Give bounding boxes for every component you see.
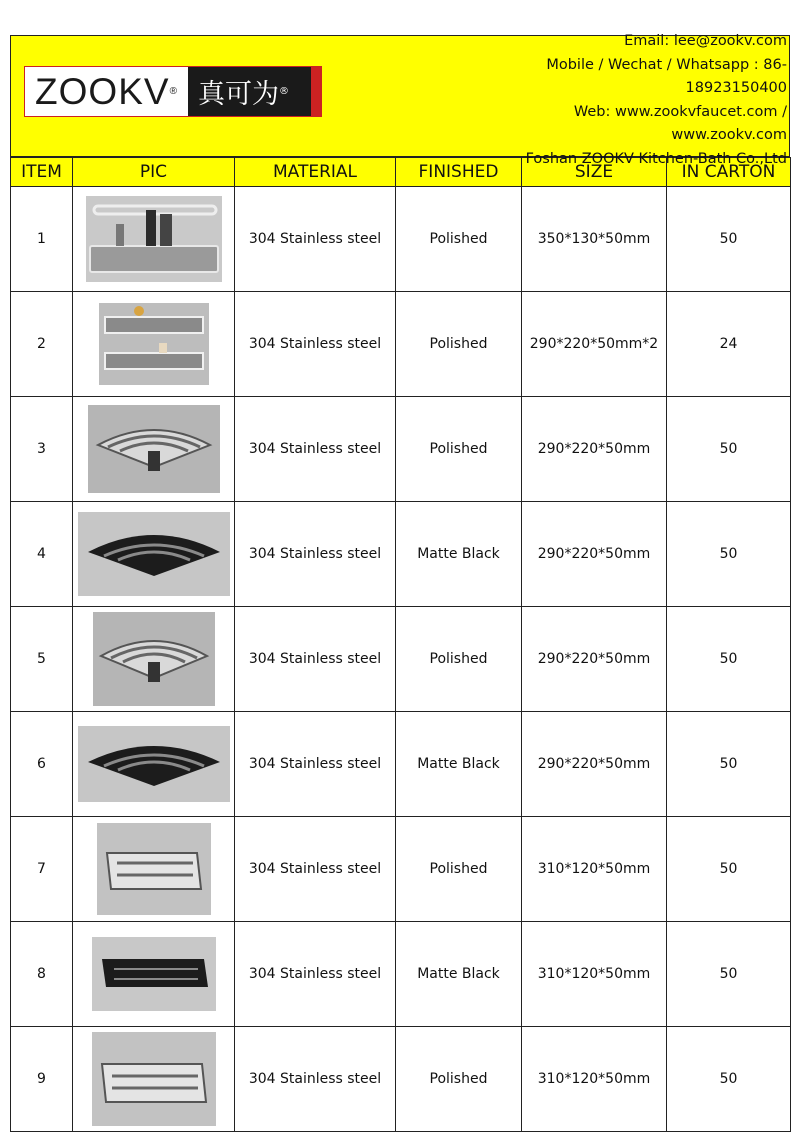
material: 304 Stainless steel — [235, 502, 396, 607]
material: 304 Stainless steel — [235, 817, 396, 922]
finish: Polished — [396, 292, 522, 397]
item-number: 9 — [11, 1027, 73, 1132]
finish: Matte Black — [396, 502, 522, 607]
table-row — [11, 712, 791, 817]
col-size: SIZE — [522, 158, 667, 187]
item-number: 3 — [11, 397, 73, 502]
finish: Polished — [396, 1027, 522, 1132]
item-number: 1 — [11, 187, 73, 292]
size: 310*120*50mm — [522, 922, 667, 1027]
table-row — [11, 292, 791, 397]
table-row — [11, 607, 791, 712]
finish: Polished — [396, 607, 522, 712]
logo-cjk-text: 真可为 — [198, 79, 279, 110]
table-row — [11, 187, 791, 292]
carton-qty: 24 — [667, 292, 791, 397]
table-row — [11, 1027, 791, 1132]
finish: Polished — [396, 397, 522, 502]
item-number: 7 — [11, 817, 73, 922]
corner-shelf-photo — [93, 612, 215, 706]
carton-qty: 50 — [667, 1027, 791, 1132]
carton-qty: 50 — [667, 607, 791, 712]
size: 290*220*50mm — [522, 397, 667, 502]
wall-shelf-with-rail-photo — [86, 196, 222, 282]
carton-qty: 50 — [667, 817, 791, 922]
size: 290*220*50mm — [522, 502, 667, 607]
finish: Polished — [396, 187, 522, 292]
table-row — [11, 817, 791, 922]
item-number: 2 — [11, 292, 73, 397]
item-number: 4 — [11, 502, 73, 607]
table-row — [11, 922, 791, 1027]
carton-qty: 50 — [667, 397, 791, 502]
rectangular-shelf-photo — [92, 1032, 216, 1126]
item-number: 6 — [11, 712, 73, 817]
item-number: 8 — [11, 922, 73, 1027]
col-carton: IN CARTON — [667, 158, 791, 187]
carton-qty: 50 — [667, 502, 791, 607]
table-row — [11, 397, 791, 502]
double-shelf-photo — [99, 303, 209, 385]
product-table — [10, 157, 791, 1132]
col-item: ITEM — [11, 158, 73, 187]
size: 290*220*50mm — [522, 712, 667, 817]
contact-info — [526, 30, 787, 171]
black-corner-shelf-photo — [78, 512, 230, 596]
catalog-sheet — [10, 35, 790, 1132]
finish: Matte Black — [396, 922, 522, 1027]
finish: Matte Black — [396, 712, 522, 817]
contact-web-2: www.zookv.com — [671, 127, 787, 143]
table-row — [11, 502, 791, 607]
material: 304 Stainless steel — [235, 397, 396, 502]
rectangular-shelf-photo — [97, 823, 211, 915]
size: 310*120*50mm — [522, 817, 667, 922]
material: 304 Stainless steel — [235, 607, 396, 712]
contact-company: Foshan ZOOKV Kitchen-Bath Co.,Ltd — [525, 150, 787, 167]
black-corner-shelf-photo — [78, 726, 230, 802]
header-banner — [10, 33, 790, 167]
material: 304 Stainless steel — [235, 1027, 396, 1132]
material: 304 Stainless steel — [235, 712, 396, 817]
col-finished: FINISHED — [396, 158, 522, 187]
size: 310*120*50mm — [522, 1027, 667, 1132]
col-material: MATERIAL — [235, 158, 396, 187]
size: 290*220*50mm*2 — [522, 292, 667, 397]
size: 350*130*50mm — [522, 187, 667, 292]
size: 290*220*50mm — [522, 607, 667, 712]
logo-latin-text: ZOOKV — [35, 70, 170, 112]
black-rectangular-shelf-photo — [92, 937, 216, 1011]
material: 304 Stainless steel — [235, 292, 396, 397]
corner-shelf-photo — [88, 405, 220, 493]
carton-qty: 50 — [667, 712, 791, 817]
contact-mobile-2: 18923150400 — [685, 80, 787, 96]
carton-qty: 50 — [667, 187, 791, 292]
carton-qty: 50 — [667, 922, 791, 1027]
brand-logo: ZOOKV ® 真可为 ® — [24, 66, 322, 117]
contact-email: Email: lee@zookv.com — [624, 33, 787, 49]
col-pic: PIC — [73, 158, 235, 187]
contact-web-1: Web: www.zookvfaucet.com / — [573, 103, 787, 120]
contact-mobile-1: Mobile / Wechat / Whatsapp : 86- — [546, 56, 787, 73]
material: 304 Stainless steel — [235, 922, 396, 1027]
finish: Polished — [396, 817, 522, 922]
material: 304 Stainless steel — [235, 187, 396, 292]
item-number: 5 — [11, 607, 73, 712]
